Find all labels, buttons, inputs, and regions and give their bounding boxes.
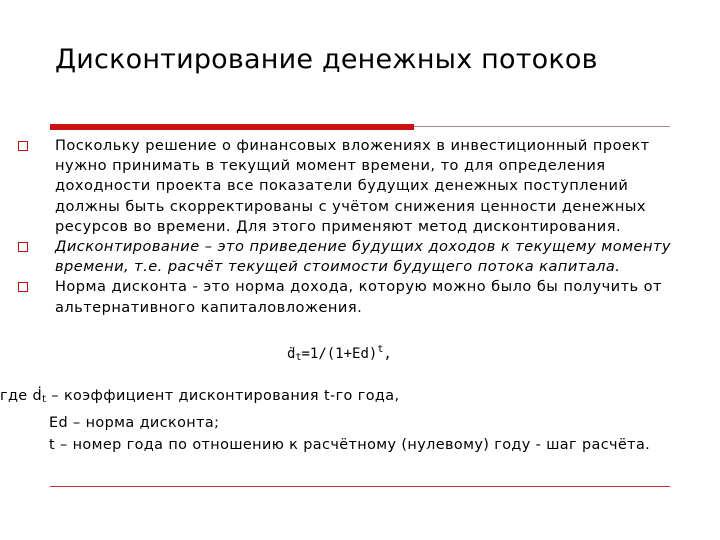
discount-formula <box>287 344 392 363</box>
square-bullet-icon <box>18 282 28 292</box>
text-line: Поскольку решение о финансовых вложениях в инвестиционный проект <box>55 137 650 154</box>
text-line: Норма дисконта - это норма дохода, которую можно было бы получить от <box>55 278 663 296</box>
definition-line-2: Ed – норма дисконта; <box>49 414 220 431</box>
formula-rhs: =1/(1+Ed) <box>301 346 378 362</box>
text-line: ресурсов во времени. Для этого применяют метод дисконтирования. <box>55 217 622 235</box>
text-line: альтернативного капиталовложения. <box>55 298 363 316</box>
slide-title: Дисконтирование денежных потоков <box>55 44 598 75</box>
bullet-text <box>55 237 698 277</box>
bullet-text <box>55 277 698 317</box>
formula-tail: , <box>383 346 392 362</box>
bottom-divider-line <box>50 486 670 487</box>
text-line: доходности проекта все показатели будущих денежных поступлений <box>55 177 629 195</box>
formula-lhs: ḋ <box>287 346 296 362</box>
bullet-item-2 <box>18 237 698 277</box>
square-bullet-icon <box>18 141 28 151</box>
text-line: должны быть скорректированы с учётом снижения ценности денежных <box>55 197 646 215</box>
bullet-item-3 <box>18 277 698 317</box>
square-bullet-icon <box>18 242 28 252</box>
title-divider-line <box>414 126 670 127</box>
title-accent-bar <box>50 124 414 130</box>
formula-definitions <box>0 385 700 457</box>
bullet-list <box>18 136 698 318</box>
bullet-item-1 <box>18 136 698 237</box>
text-line: Дисконтирование – это приведение будущих доходов к текущему моменту <box>55 238 672 256</box>
formula-exponent: t <box>377 344 384 355</box>
bullet-text <box>55 136 698 237</box>
definition-prefix: где ḋ <box>0 388 43 404</box>
definition-subscript: t <box>42 394 47 405</box>
formula-lhs-subscript: t <box>295 352 302 363</box>
definition-text: – коэффициент дисконтирования t-го года, <box>46 388 400 404</box>
text-line: времени, т.е. расчёт текущей стоимости будущего потока капитала. <box>55 258 621 276</box>
definition-line-1 <box>0 385 700 412</box>
text-line: нужно принимать в текущий момент времени, то для определения <box>55 157 606 175</box>
definition-line-3: t – номер года по отношению к расчётному (нулевому) году - шаг расчёта. <box>49 437 651 453</box>
